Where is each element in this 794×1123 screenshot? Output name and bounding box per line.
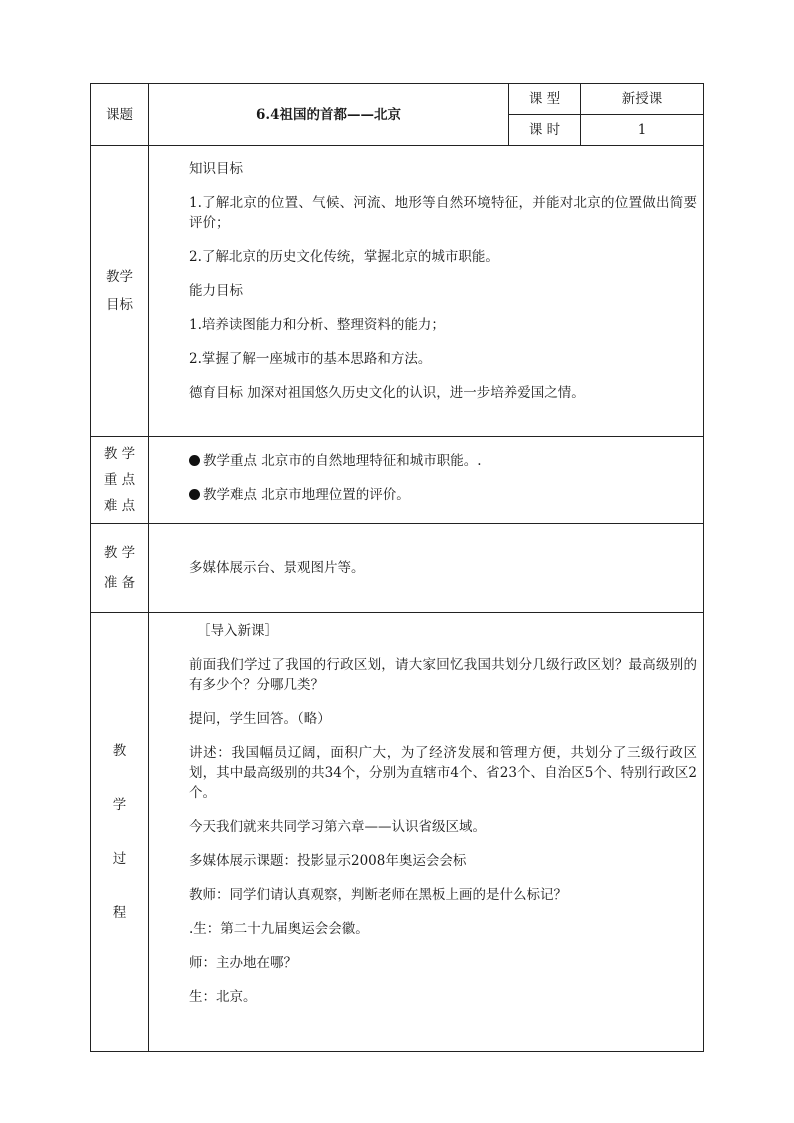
lesson-plan-table <box>90 83 704 1052</box>
preparation-label: 教 学 准 备 <box>91 524 149 613</box>
process-paragraph: 师：主办地在哪？ <box>189 955 297 971</box>
lesson-type-label: 课 型 <box>509 84 581 115</box>
lesson-hours-value: 1 <box>581 115 704 146</box>
process-paragraph: 多媒体展示课题：投影显示2008年奥运会会标 <box>189 853 467 869</box>
lesson-hours-label: 课 时 <box>509 115 581 146</box>
keypoints-content <box>149 437 704 524</box>
keypoint-item: 教学重点 北京市的自然地理特征和城市职能。. <box>189 451 697 471</box>
knowledge-item: 1.了解北京的位置、气候、河流、地形等自然环境特征，并能对北京的位置做出简要评价； <box>189 195 697 231</box>
process-paragraph: 前面我们学过了我国的行政区划，请大家回忆我国共划分几级行政区划？最高级别的有多少个？分哪几类？ <box>189 657 697 693</box>
process-paragraph: 今天我们就来共同学习第六章——认识省级区域。 <box>189 819 486 835</box>
process-label: 教 学 过 程 <box>91 613 149 1052</box>
process-paragraph: 教师：同学们请认真观察，判断老师在黑板上画的是什么标记？ <box>189 887 567 903</box>
bullet-dot-icon <box>189 455 200 466</box>
keypoint-item: 教学难点 北京市地理位置的评价。 <box>189 485 697 505</box>
knowledge-heading: 知识目标 <box>189 161 243 177</box>
keypoints-label: 教 学 重 点 难 点 <box>91 437 149 524</box>
ability-item: 2.掌握了解一座城市的基本思路和方法。 <box>189 351 432 367</box>
process-content <box>149 613 704 1052</box>
topic-label: 课题 <box>91 84 149 146</box>
moral-objective: 德育目标 加深对祖国悠久历史文化的认识，进一步培养爱国之情。 <box>189 385 585 401</box>
lesson-topic: 6.4祖国的首都——北京 <box>149 84 509 146</box>
section-heading: ［导入新课］ <box>197 623 278 639</box>
ability-heading: 能力目标 <box>189 283 243 299</box>
objectives-label: 教学 目标 <box>91 146 149 437</box>
process-paragraph: 讲述：我国幅员辽阔，面积广大，为了经济发展和管理方便，共划分了三级行政区划，其中最高级别的共34个，分别为直辖市4个、省23个、自治区5个、特别行政区2个。 <box>189 745 697 801</box>
preparation-content <box>149 524 704 613</box>
bullet-dot-icon <box>189 489 200 500</box>
lesson-type-value: 新授课 <box>581 84 704 115</box>
ability-item: 1.培养读图能力和分析、整理资料的能力； <box>189 317 445 333</box>
objectives-content <box>149 146 704 437</box>
knowledge-item: 2.了解北京的历史文化传统，掌握北京的城市职能。 <box>189 249 499 265</box>
process-paragraph: 生：北京。 <box>189 989 257 1005</box>
process-paragraph: 提问，学生回答。（略） <box>189 711 331 727</box>
process-paragraph: .生：第二十九届奥运会会徽。 <box>189 921 369 937</box>
preparation-text: 多媒体展示台、景观图片等。 <box>189 560 365 576</box>
